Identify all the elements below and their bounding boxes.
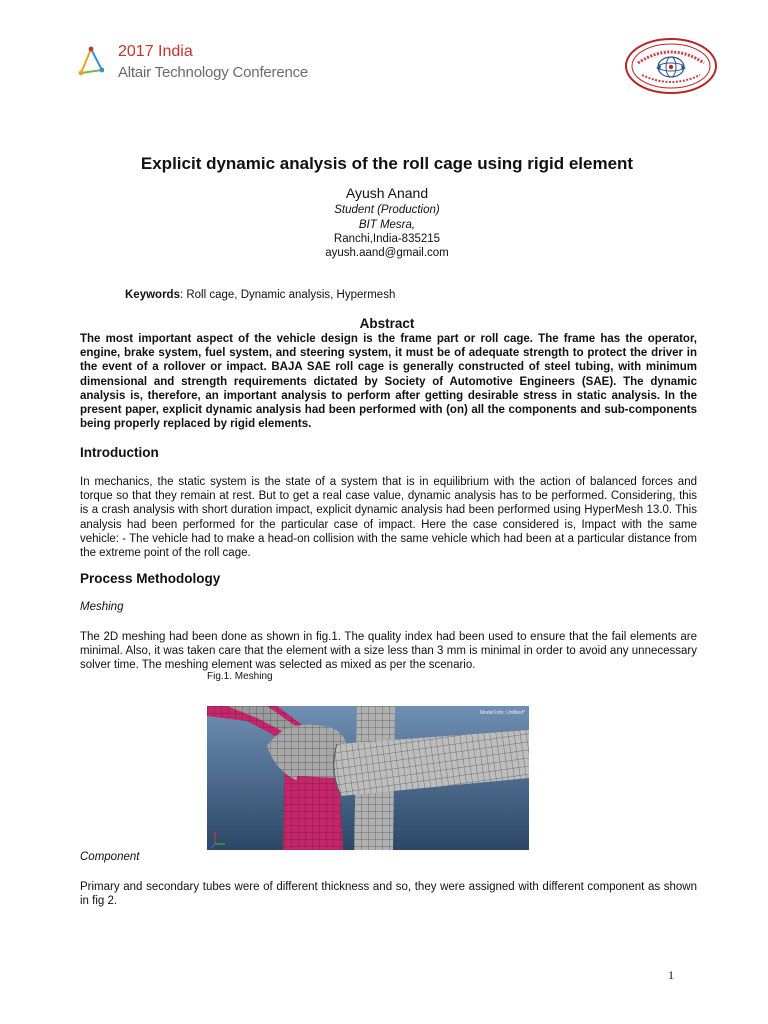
introduction-body: In mechanics, the static system is the state of a system that is in equilibrium with the action of balanced forces and torque so that they remain at rest. But to get a real case value, dynamic analysis has to be performed. Considering, this is a crash analysis with short duration impact, explicit dynamic analysis had been performed using HyperMesh 13.0. This analysis had been performed for the particular case of impact. Here the case considered is, Impact with the same vehicle: - The vehicle had to make a head-on collision with the same vehicle which had been at a particular distance from the extreme point of the roll cage. bbox=[80, 476, 697, 560]
abstract-body: The most important aspect of the vehicle design is the frame part or roll cage. The frame has the operator, engine, brake system, fuel system, and steering system, it must be of adequate strength to protect the driver in the event of a rollover or impact. BAJA SAE roll cage is generally constructed of steel tubing, with minimum dimensional and strength requirements dictated by Society of Automotive Engineers (SAE). The dynamic analysis is, therefore, an important analysis to perform after getting desirable stress in static analysis. In the present paper, explicit dynamic analysis had been performed with (on) all the components and sub-components being properly replaced by rigid elements. bbox=[80, 333, 697, 431]
keywords-list: : Roll cage, Dynamic analysis, Hypermesh bbox=[179, 289, 396, 301]
paper-title: Explicit dynamic analysis of the roll cage using rigid element bbox=[140, 154, 634, 173]
figure-1-overlay-label: Model Info: Untitled* bbox=[479, 710, 525, 716]
author-name: Ayush Anand bbox=[345, 185, 429, 201]
page-number: 1 bbox=[668, 968, 674, 982]
keywords-line bbox=[125, 289, 395, 301]
abstract-heading: Abstract bbox=[359, 316, 415, 331]
author-position: Student (Production) bbox=[334, 204, 440, 216]
meshing-subheading: Meshing bbox=[80, 601, 124, 613]
methodology-heading: Process Methodology bbox=[80, 571, 221, 586]
author-institute: BIT Mesra, bbox=[358, 219, 416, 231]
figure-1-caption: Fig.1. Meshing bbox=[207, 671, 273, 682]
meshing-body: The 2D meshing had been done as shown in fig.1. The quality index had been used to ensure that the fail elements are minimal. Also, it was taken care that the element with a size less than 3 mm is minimal in order to avoid any unnecessary solver time. The meshing element was selected as mixed as per the scenario. bbox=[80, 631, 697, 672]
author-location: Ranchi,India-835215 bbox=[333, 233, 441, 245]
author-email: ayush.aand@gmail.com bbox=[325, 247, 449, 259]
keywords-label: Keywords bbox=[125, 289, 180, 301]
altair-logo-icon bbox=[78, 46, 104, 76]
conference-name: Altair Technology Conference bbox=[118, 64, 309, 81]
conference-year: 2017 India bbox=[118, 43, 193, 60]
introduction-heading: Introduction bbox=[80, 445, 159, 460]
component-subheading: Component bbox=[80, 851, 140, 863]
component-body: Primary and secondary tubes were of different thickness and so, they were assigned with different component as shown in fig 2. bbox=[80, 881, 697, 908]
institute-seal-icon bbox=[624, 37, 718, 95]
figure-1-mesh-image bbox=[207, 706, 529, 850]
